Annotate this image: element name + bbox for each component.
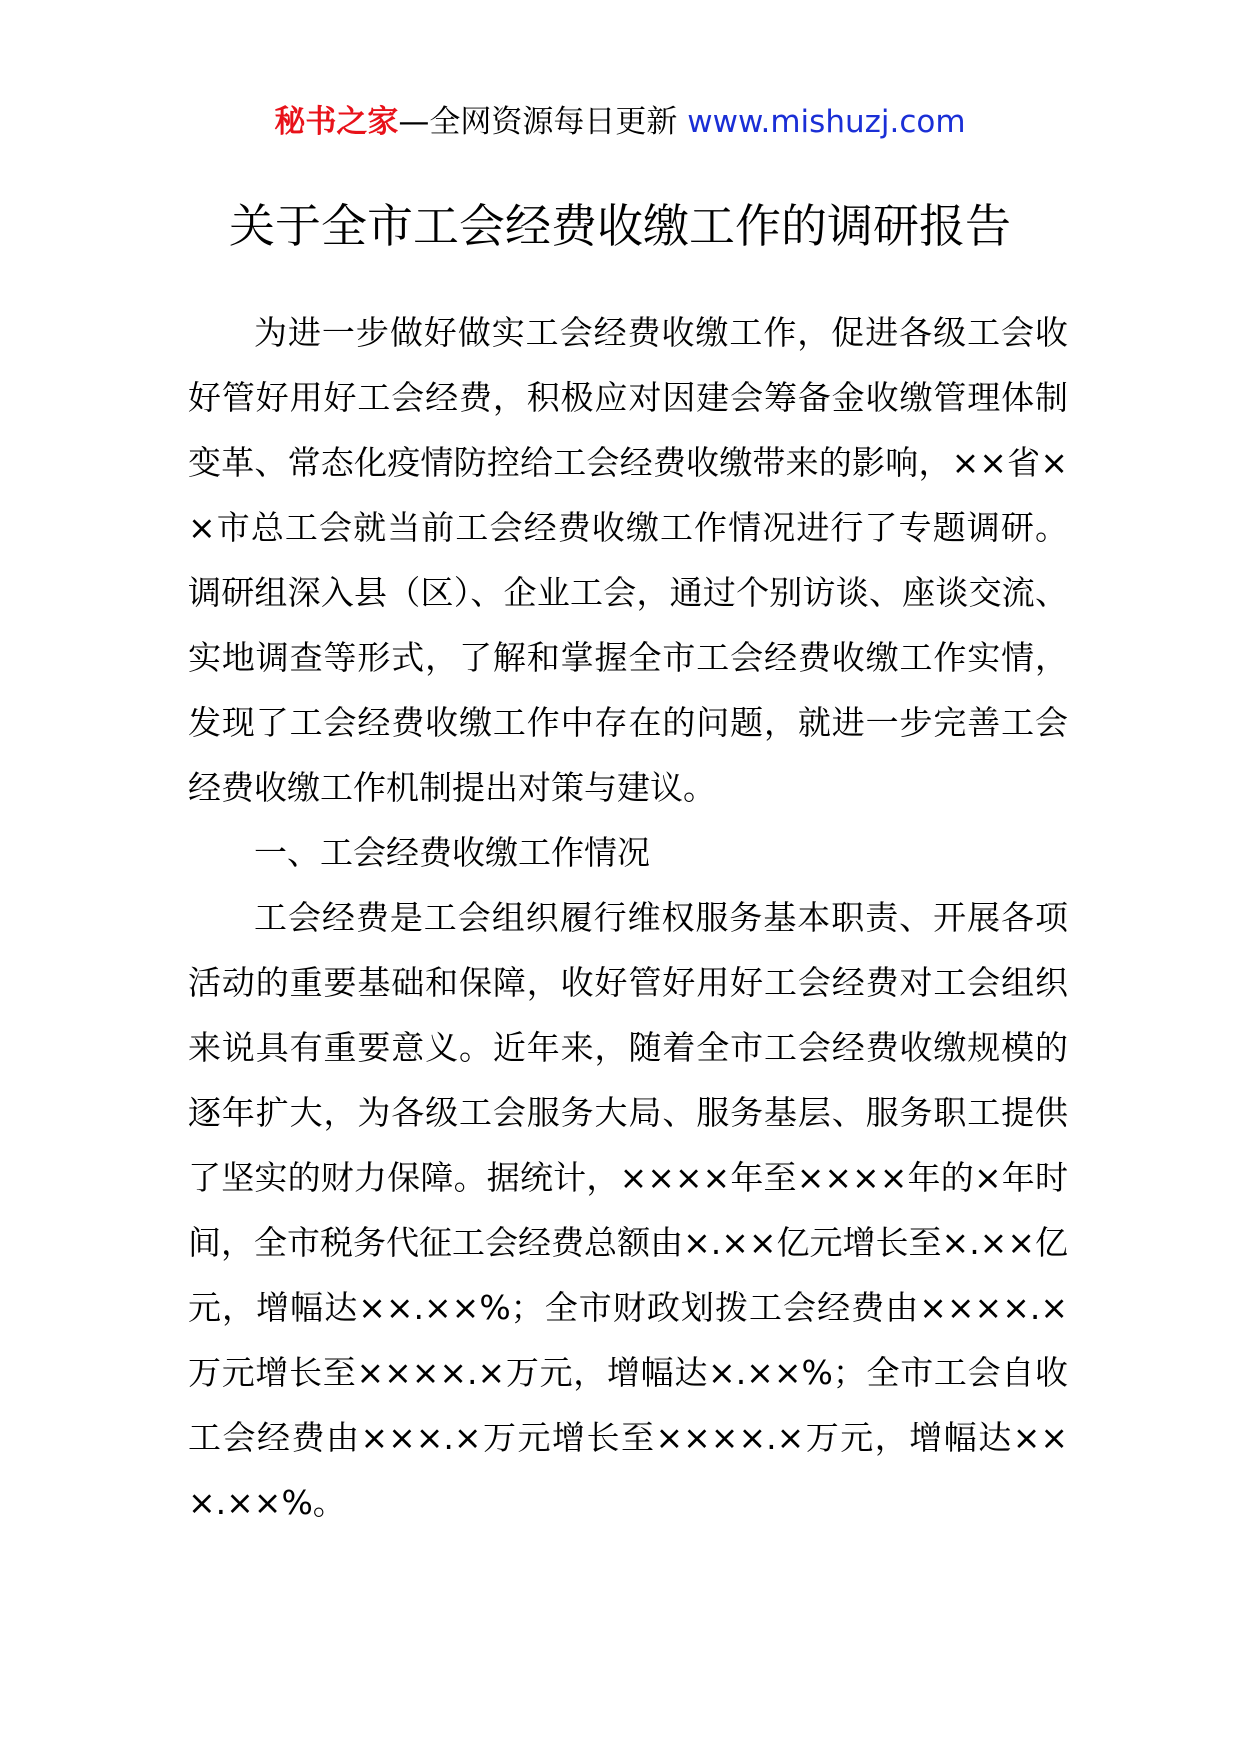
intro-paragraph: 为进一步做好做实工会经费收缴工作，促进各级工会收好管好用好工会经费，积极应对因建会筹备金收缴管理体制变革、常态化疫情防控给工会经费收缴带来的影响，××省××市总工会就当前工会经费收缴工作情况进行了专题调研。调研组深入县（区）、企业工会，通过个别访谈、座谈交流、实地调查等形式，了解和掌握全市工会经费收缴工作实情，发现了工会经费收缴工作中存在的问题，就进一步完善工会经费收缴工作机制提出对策与建议。 bbox=[188, 313, 1068, 807]
header-tagline: —全网资源每日更新 bbox=[398, 104, 678, 140]
site-header bbox=[0, 102, 1240, 142]
document-body bbox=[188, 300, 1068, 1535]
section-heading: 一、工会经费收缴工作情况 bbox=[254, 833, 650, 872]
document-title: 关于全市工会经费收缴工作的调研报告 bbox=[229, 199, 1011, 253]
brand-name: 秘书之家 bbox=[274, 104, 399, 140]
site-url-link[interactable]: www.mishuzj.com bbox=[687, 104, 966, 140]
body-paragraph: 工会经费是工会组织履行维权服务基本职责、开展各项活动的重要基础和保障，收好管好用好工会经费对工会组织来说具有重要意义。近年来，随着全市工会经费收缴规模的逐年扩大，为各级工会服务大局、服务基层、服务职工提供了坚实的财力保障。据统计，××××年至××××年的×年时间，全市税务代征工会经费总额由×.××亿元增长至×.××亿元，增幅达××.××%；全市财政划拨工会经费由××××.×万元增长至××××.×万元，增幅达×.××%；全市工会自收工会经费由×××.×万元增长至××××.×万元，增幅达×××.××%。 bbox=[188, 898, 1068, 1522]
